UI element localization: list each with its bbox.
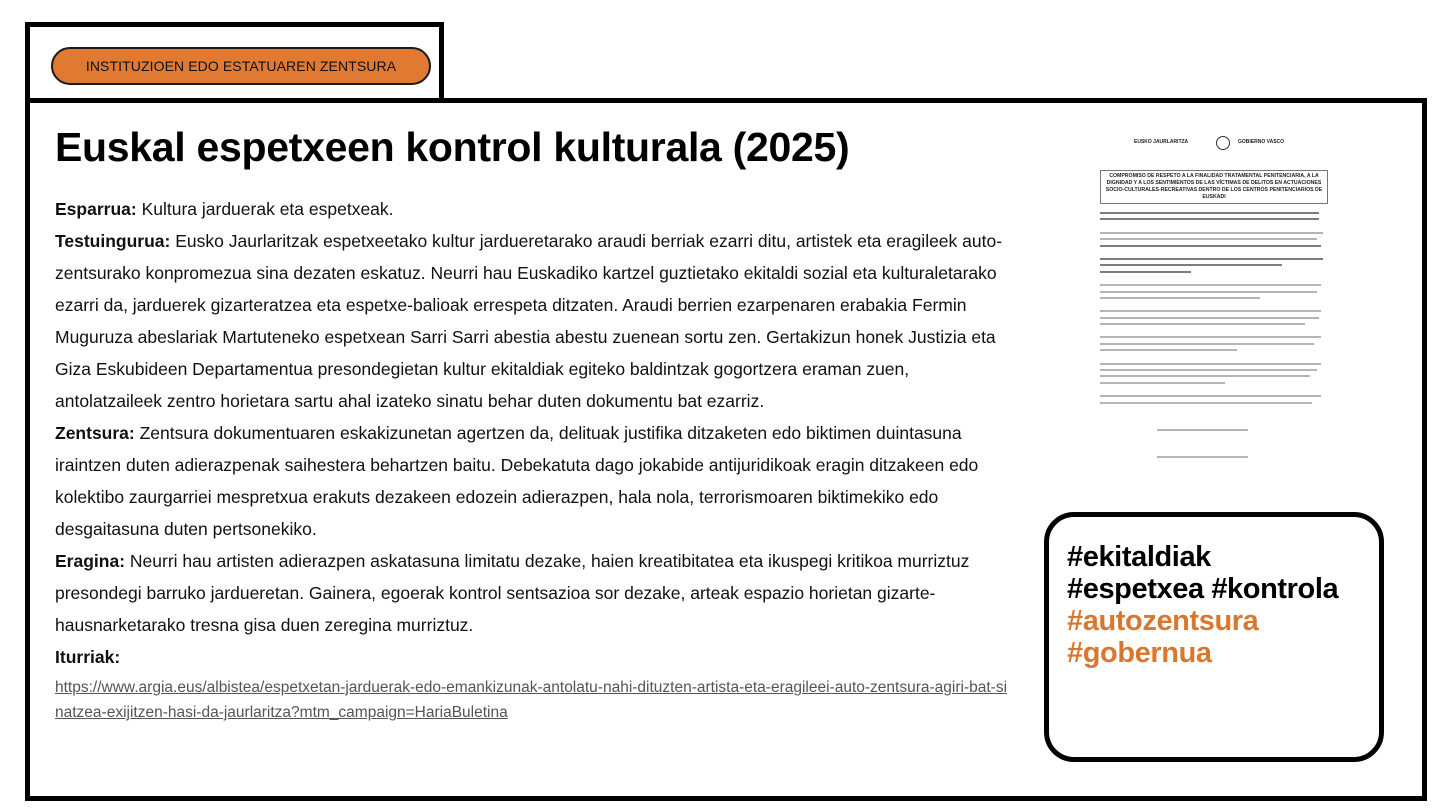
document-line (1100, 343, 1314, 345)
document-line (1100, 323, 1305, 325)
document-line (1100, 369, 1317, 371)
document-line (1100, 402, 1312, 404)
censorship-text: Zentsura dokumentuaren eskakizunetan agertzen da, delituak justifika ditzaketen edo biktimen duintasuna iraintzen duten adierazpenak saihestera behartzen baitu. Debekatuta dago jokabide antijuridikoak eragin ditzakeen edo kolektibo zaurgarriei mespretxua erakuts dezakeen edozein adierazpen, hala nola, terrorismoaren biktimekiko edo desgaitasuna duten pertsonekiko. (55, 423, 979, 539)
impact-text: Neurri hau artisten adierazpen askatasuna limitatu dezake, haien kreatibitatea eta ikuspegi kritikoa murriztuz presondegi barruko jardueretan. Gainera, egoerak kontrol sentsazioa sor dezake, arteak espazio horietan gizarte-hausnarketarako tresna gisa duen zeregina murriztuz. (55, 551, 970, 635)
censorship-label: Zentsura: (55, 423, 135, 443)
document-line (1100, 271, 1191, 273)
document-title: COMPROMISO DE RESPETO A LA FINALIDAD TRATAMENTAL PENITENCIARIA, A LA DIGNIDAD Y A LOS SENTIMIENTOS DE LAS VÍCTIMAS DE DELITOS EN ACTUACIONES SOCIO-CULTURALES-RECREATIVAS DENTRO DE LOS CENTROS PENITENCIARIOS DE EUSKADI (1100, 170, 1328, 204)
document-line (1100, 284, 1321, 286)
hashtag-line-1: #ekitaldiak (1067, 541, 1211, 573)
document-line (1100, 258, 1323, 260)
document-line (1100, 264, 1282, 266)
document-line (1100, 297, 1260, 299)
category-badge: INSTITUZIOEN EDO ESTATUAREN ZENTSURA (51, 47, 431, 85)
document-footer-line (1157, 456, 1248, 458)
document-line (1100, 395, 1321, 397)
document-signature-line (1157, 429, 1248, 431)
sources-label: Iturriak: (55, 647, 121, 667)
document-line (1100, 245, 1321, 247)
impact-label: Eragina: (55, 551, 126, 571)
context-label: Testuingurua: (55, 231, 171, 251)
hashtag-list (1067, 541, 1377, 669)
scope-text: Kultura jarduerak eta espetxeak. (136, 199, 394, 219)
context-paragraph (55, 225, 1015, 417)
page-title: Euskal espetxeen kontrol kulturala (2025) (55, 124, 850, 170)
censorship-paragraph (55, 417, 1015, 545)
document-line (1100, 363, 1321, 365)
hashtag-line-2: #espetxea #kontrola (1067, 573, 1339, 605)
source-link[interactable]: https://www.argia.eus/albistea/espetxetan-jarduerak-edo-emankizunak-antolatu-nahi-dituzten-artista-eta-eragileei-auto-zentsura-agiri-bat-sinatzea-exijitzen-hasi-da-jaurlaritza?mtm_campaign=HariaBuletina (55, 679, 1008, 721)
document-header-left: EUSKO JAURLARITZA (1134, 139, 1189, 145)
document-line (1100, 291, 1317, 293)
scope-paragraph (55, 193, 1015, 225)
hashtag-line-4: #gobernua (1067, 637, 1212, 669)
document-text-lines (1100, 212, 1328, 463)
document-header-right: GOBIERNO VASCO (1238, 139, 1285, 145)
document-thumbnail (1094, 128, 1334, 488)
impact-paragraph (55, 545, 1015, 641)
document-line (1100, 218, 1319, 220)
hashtag-box (1044, 512, 1384, 762)
government-seal-icon (1216, 136, 1230, 150)
document-line (1100, 336, 1321, 338)
scope-label: Esparrua: (55, 199, 137, 219)
category-tab (25, 22, 444, 102)
document-line (1100, 238, 1317, 240)
article-body (55, 193, 1015, 725)
document-line (1100, 382, 1225, 384)
document-line (1100, 232, 1323, 234)
document-line (1100, 375, 1310, 377)
document-line (1100, 310, 1321, 312)
document-header (1130, 136, 1320, 166)
hashtag-line-3: #autozentsura (1067, 605, 1259, 637)
document-line (1100, 317, 1319, 319)
context-text: Eusko Jaurlaritzak espetxeetako kultur jardueretarako araudi berriak ezarri ditu, artistek eta eragileek auto-zentsurako konpromezua sina dezaten eskatuz. Neurri hau Euskadiko kartzel guztietako ekitaldi sozial eta kulturaletarako ezarri da, jarduerek gizarteratzea eta espetxe-balioak errespeta ditzaten. Araudi berrien ezarpenaren erabakia Fermin Muguruza abeslariak Martuteneko espetxean Sarri Sarri abestia abestu zuenean sortu zen. Gertakizun honek Justizia eta Giza Eskubideen Departamentua presondegietan kultur ekitaldiak egiteko baldintzak gogortzera eraman zuen, antolatzaileek zentro horietara sartu ahal izateko sinatu behar duten dokumentu bat ezarriz. (55, 231, 1003, 411)
document-line (1100, 212, 1319, 214)
document-line (1100, 349, 1237, 351)
